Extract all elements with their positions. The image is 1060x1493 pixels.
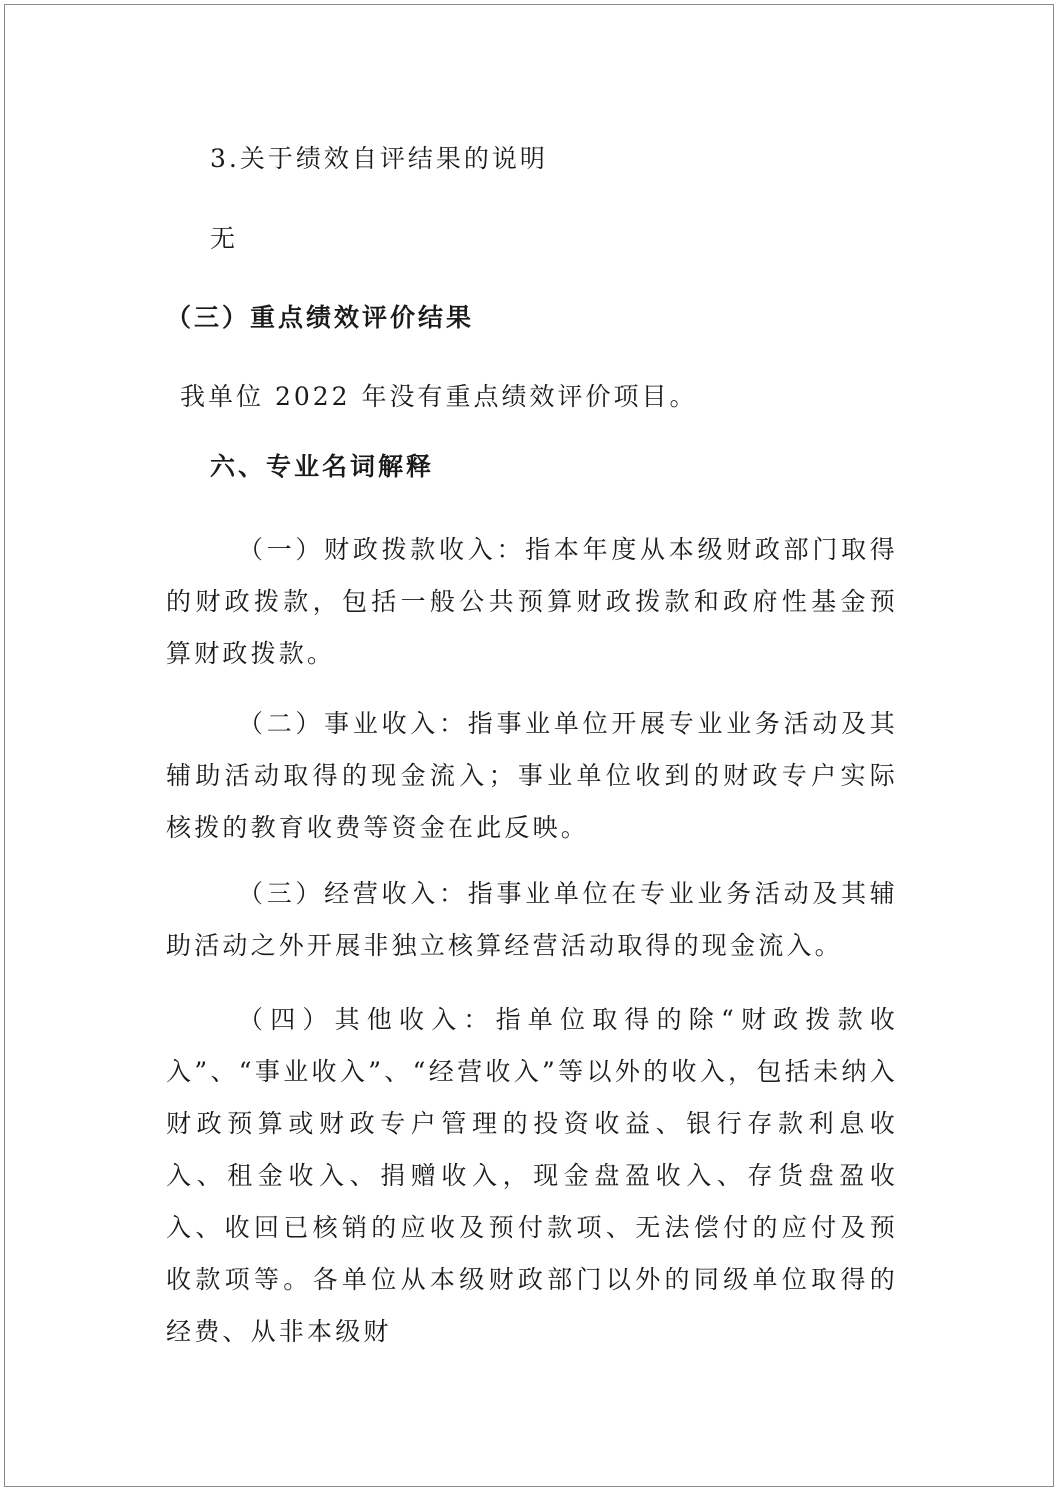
definition-operating-income: （三）经营收入：指事业单位在专业业务活动及其辅助活动之外开展非独立核算经营活动取得的现金流入。: [166, 879, 898, 960]
performance-self-evaluation-heading: 3.关于绩效自评结果的说明: [210, 144, 548, 173]
key-performance-evaluation-body: 我单位 2022 年没有重点绩效评价项目。: [180, 382, 698, 411]
performance-self-evaluation-body: 无: [210, 224, 239, 253]
definition-fiscal-appropriation-income: （一）财政拨款收入：指本年度从本级财政部门取得的财政拨款，包括一般公共预算财政拨款和政府性基金预算财政拨款。: [166, 535, 898, 668]
definition-business-income: （二）事业收入：指事业单位开展专业业务活动及其辅助活动取得的现金流入；事业单位收到的财政专户实际核拨的教育收费等资金在此反映。: [166, 709, 898, 842]
definition-other-income: （四）其他收入：指单位取得的除“财政拨款收入”、“事业收入”、“经营收入”等以外的收入，包括未纳入财政预算或财政专户管理的投资收益、银行存款利息收入、租金收入、捐赠收入，现金盘盈收入、存货盘盈收入、收回已核销的应收及预付款项、无法偿付的应付及预收款项等。各单位从本级财政部门以外的同级单位取得的经费、从非本级财: [166, 1005, 898, 1346]
terminology-section-heading: 六、专业名词解释: [210, 452, 435, 481]
key-performance-evaluation-heading: （三）重点绩效评价结果: [166, 303, 475, 332]
